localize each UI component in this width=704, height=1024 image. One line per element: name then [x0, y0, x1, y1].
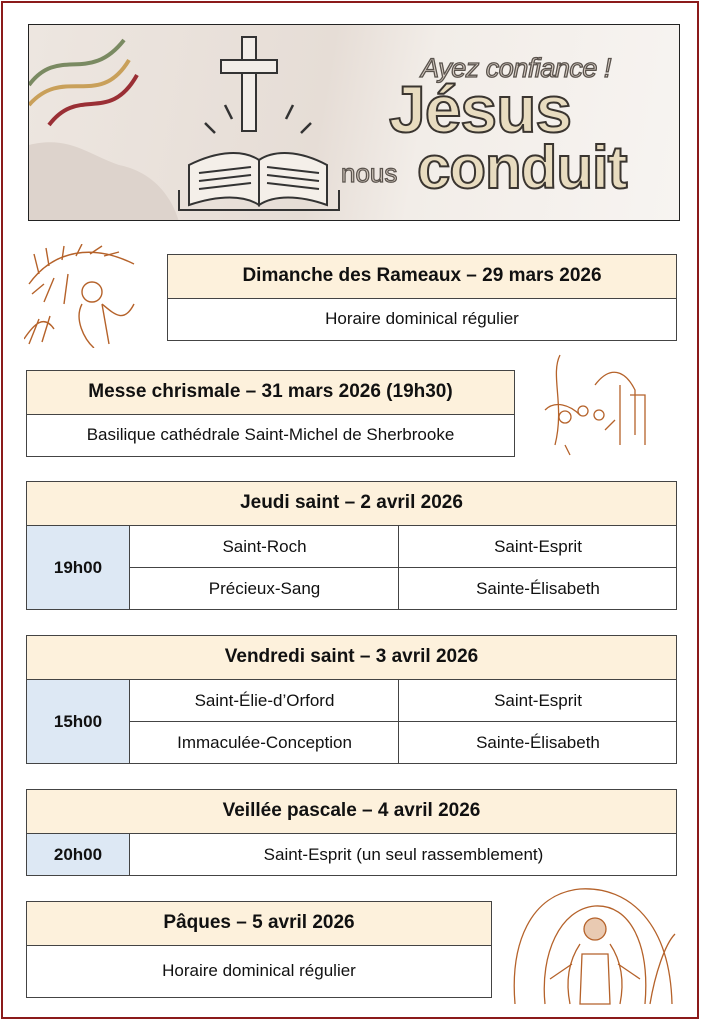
chrismale-detail: Basilique cathédrale Saint-Michel de Sherbrooke — [86, 425, 455, 444]
jeudi-section — [26, 481, 677, 610]
veillee-time: 20h00 — [27, 834, 130, 875]
open-book-icon — [179, 153, 339, 210]
paques-title: Pâques – 5 avril 2026 — [27, 902, 491, 946]
veillee-section — [26, 789, 677, 876]
banner-title-nous: nous — [341, 158, 398, 188]
rameaux-detail: Horaire dominical régulier — [325, 309, 519, 328]
paques-detail: Horaire dominical régulier — [162, 961, 356, 980]
jeudi-time: 19h00 — [27, 526, 130, 609]
paques-section — [26, 901, 492, 998]
risen-christ-sketch-icon — [510, 884, 678, 1010]
banner-title-conduit: conduit — [417, 134, 627, 201]
veillee-title: Veillée pascale – 4 avril 2026 — [27, 790, 676, 834]
vendredi-church-3: Immaculée-Conception — [177, 733, 352, 752]
vendredi-church-2: Saint-Esprit — [494, 690, 582, 710]
banner-title-jesus: Jésus — [389, 72, 572, 146]
jeudi-church-2: Saint-Esprit — [494, 536, 582, 556]
veillee-detail: Saint-Esprit (un seul rassemblement) — [263, 844, 544, 864]
banner-tagline: Ayez confiance ! — [421, 53, 611, 83]
vendredi-section — [26, 635, 677, 764]
chrism-oils-sketch-icon — [535, 345, 660, 460]
jeudi-church-3: Précieux-Sang — [208, 579, 321, 598]
rameaux-section — [167, 254, 677, 341]
jeudi-church-4: Sainte-Élisabeth — [476, 579, 600, 598]
vendredi-title: Vendredi saint – 3 avril 2026 — [27, 636, 676, 680]
jeudi-church-1: Saint-Roch — [222, 536, 307, 556]
jeudi-title: Jeudi saint – 2 avril 2026 — [27, 482, 676, 526]
rameaux-title: Dimanche des Rameaux – 29 mars 2026 — [168, 255, 676, 299]
banner — [28, 24, 680, 221]
chrismale-section — [26, 370, 515, 457]
chrismale-title: Messe chrismale – 31 mars 2026 (19h30) — [27, 371, 514, 415]
palm-bearer-sketch-icon — [24, 244, 144, 348]
vendredi-time: 15h00 — [27, 680, 130, 763]
cross-icon — [221, 37, 277, 131]
vendredi-church-1: Saint-Élie-d’Orford — [194, 690, 335, 710]
vendredi-church-4: Sainte-Élisabeth — [476, 733, 600, 752]
